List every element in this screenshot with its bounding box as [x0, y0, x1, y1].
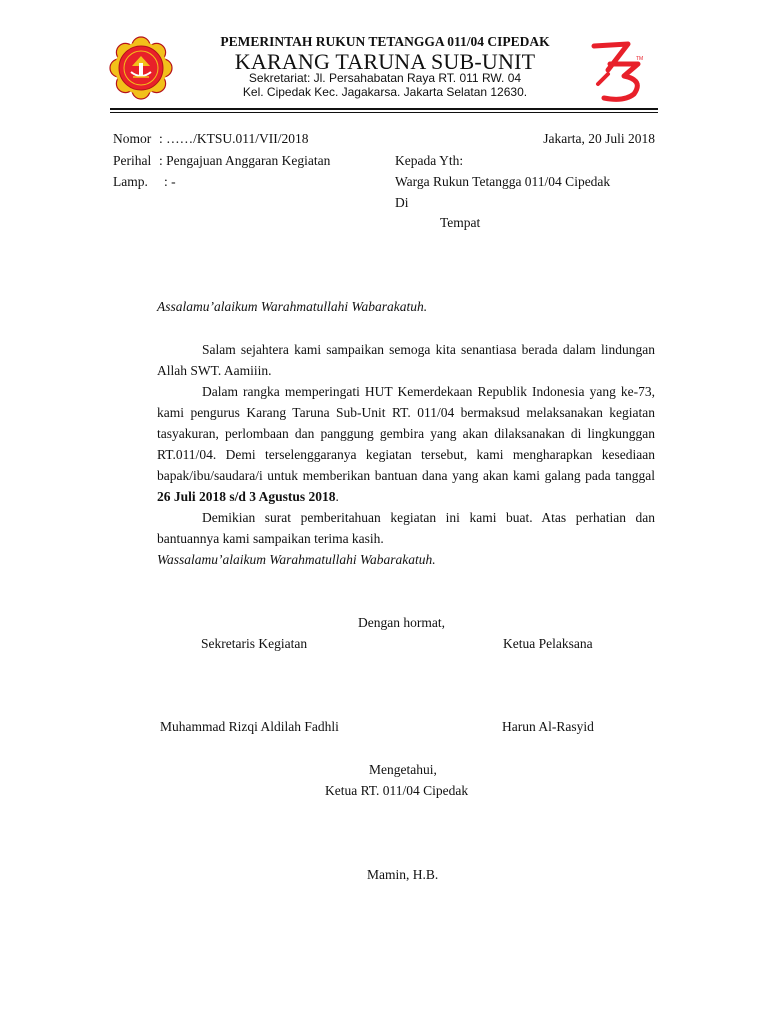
- acknowledgement-title: Ketua RT. 011/04 Cipedak: [325, 783, 469, 798]
- recipient-di: Di: [395, 195, 409, 210]
- lamp-value: : -: [164, 174, 176, 189]
- recipient-intro: Kepada Yth:: [395, 153, 464, 168]
- letter-body: [157, 339, 655, 570]
- paragraph-2-text: Dalam rangka memperingati HUT Kemerdekaan Republik Indonesia yang ke-73, kami pengurus Karang Taruna Sub-Unit RT. 011/04 bermaksud melaksanakan kegiatan tasyakuran, perlombaan dan panggung gembira yang akan dilaksanakan di lingkunggan RT.011/04. Demi terselenggaranya kegiatan tersebut, kami mengharapkan kesediaan bapak/ibu/saudara/i untuk memberikan bantuan dana yang akan kami galang pada tanggal: [157, 384, 655, 483]
- recipient-name: Warga Rukun Tetangga 011/04 Cipedak: [395, 174, 611, 189]
- address-line-1: Sekretariat: Jl. Persahabatan Raya RT. 011 RW. 04: [248, 71, 522, 85]
- event-dates: 26 Juli 2018 s/d 3 Agustus 2018: [157, 489, 336, 504]
- acknowledgement-label: Mengetahui,: [369, 762, 437, 777]
- nomor-row: [113, 131, 309, 147]
- hut-ri-73-logo-icon: [588, 40, 650, 104]
- right-signer-name: Harun Al-Rasyid: [502, 719, 594, 734]
- letterhead-title: KARANG TARUNA SUB-UNIT: [234, 49, 536, 74]
- letterhead-rule-thick: [110, 108, 658, 110]
- paragraph-2-end: .: [335, 489, 339, 504]
- karang-taruna-emblem-icon: [100, 36, 182, 100]
- acknowledgement-name: Mamin, H.B.: [367, 867, 439, 882]
- address-line-2: Kel. Cipedak Kec. Jagakarsa. Jakarta Selatan 12630.: [242, 85, 528, 99]
- perihal-row: [113, 153, 330, 169]
- nomor-value: : ……/KTSU.011/VII/2018: [159, 131, 309, 146]
- recipient-place: Tempat: [440, 215, 481, 230]
- closing-greeting: Wassalamu’alaikum Warahmatullahi Wabarakatuh.: [157, 552, 436, 567]
- left-signer-title: Sekretaris Kegiatan: [201, 636, 308, 651]
- paragraph-2: [157, 381, 655, 507]
- lamp-label: Lamp.: [113, 174, 148, 189]
- place-date: Jakarta, 20 Juli 2018: [543, 131, 655, 146]
- trademark-mark: TM: [636, 56, 644, 62]
- paragraph-1: Salam sejahtera kami sampaikan semoga kita senantiasa berada dalam lindungan Allah SWT. Aamiiin.: [157, 342, 655, 378]
- left-signer-name: Muhammad Rizqi Aldilah Fadhli: [160, 719, 339, 734]
- paragraph-3: Demikian surat pemberitahuan kegiatan ini kami buat. Atas perhatian dan bantuannya kami sampaikan terima kasih.: [157, 510, 655, 546]
- letterhead-rule-thin: [110, 112, 658, 113]
- lamp-row: [113, 174, 176, 190]
- perihal-value: : Pengajuan Anggaran Kegiatan: [159, 153, 331, 168]
- perihal-label: Perihal: [113, 153, 152, 168]
- regards: Dengan hormat,: [358, 615, 445, 630]
- greeting: Assalamu’alaikum Warahmatullahi Wabarakatuh.: [157, 299, 428, 314]
- nomor-label: Nomor: [113, 131, 152, 146]
- right-signer-title: Ketua Pelaksana: [503, 636, 593, 651]
- org-line: PEMERINTAH RUKUN TETANGGA 011/04 CIPEDAK: [220, 34, 550, 49]
